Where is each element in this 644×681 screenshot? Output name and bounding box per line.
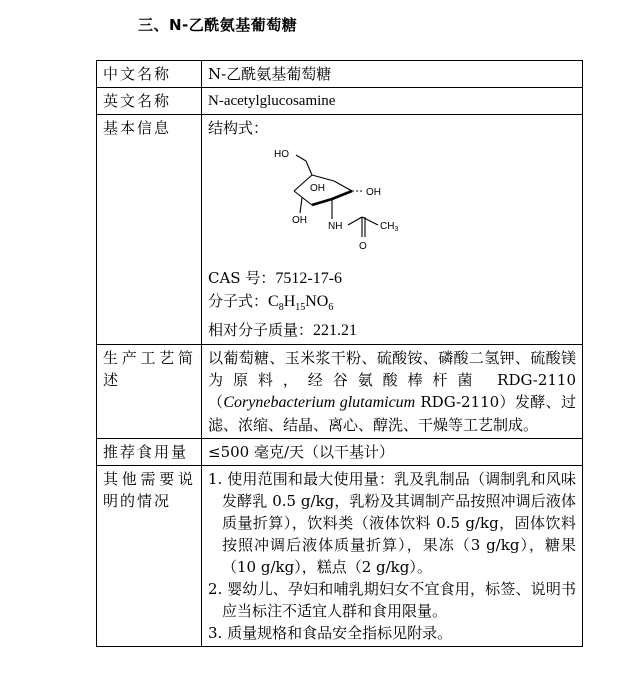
cn-name-label: 中文名称 [97, 61, 202, 88]
atom-label: NH [328, 221, 343, 232]
intake-label: 推荐食用量 [97, 439, 202, 466]
atom-label: OH [366, 187, 381, 198]
table-row [97, 61, 583, 88]
cas-line: CAS 号：7512-17-6 [208, 269, 343, 287]
list-item: 3. 质量规格和食品安全指标见附录。 [208, 624, 453, 643]
formula-value: $C_8H_{15}NO_6$ [268, 293, 334, 314]
molecule-structure-icon [268, 143, 418, 261]
process-label: 生产工艺简述 [97, 345, 202, 439]
intake-value: ≤500 毫克/天（以干基计） [202, 439, 583, 466]
spec-table [96, 60, 583, 647]
table-row [97, 466, 583, 647]
cas-value: 7512-17-6 [275, 270, 343, 287]
table-row [97, 345, 583, 439]
mass-value: 221.21 [313, 322, 358, 340]
list-item: 2. 婴幼儿、孕妇和哺乳期妇女不宜食用，标签、说明书应当标注不适宜人群和食用限量。 [208, 580, 576, 621]
table-row [97, 439, 583, 466]
atom-label: O [359, 241, 367, 252]
notes-list [208, 468, 576, 644]
en-name-value: N-acetylglucosamine [202, 88, 583, 115]
table-row [97, 115, 583, 345]
basic-info-value [202, 115, 583, 345]
atom-label: HO [274, 149, 289, 160]
notes-label: 其他需要说明的情况 [97, 466, 202, 647]
cn-name-value: N-乙酰氨基葡萄糖 [202, 61, 583, 88]
table-row [97, 88, 583, 115]
formula-line: 分子式：$C_8H_{15}NO_6$ [208, 292, 334, 314]
atom-label: OH [310, 183, 325, 194]
process-value: 以葡萄糖、玉米浆干粉、硫酸铵、磷酸二氢钾、硫酸镁为原料，经谷氨酸棒杆菌 RDG-2110（Corynebacterium glutamicum RDG-2110）发酵、过滤、浓缩、结晶、离心、醇洗、干燥等工艺制成。 [202, 345, 583, 439]
list-item: 1. 使用范围和最大使用量：乳及乳制品（调制乳和风味发酵乳 0.5 g/kg，乳粉及其调制产品按照冲调后液体质量折算），饮料类（液体饮料 0.5 g/kg，固体饮料按照冲调后液体质量折算），果冻（3 g/kg），糖果（10 g/kg），糕点（2 g/kg）。 [208, 470, 576, 577]
atom-label: $CH_3$ [380, 221, 399, 233]
structure-figure [268, 143, 576, 261]
page-title: 三、N-乙酰氨基葡萄糖 [138, 16, 298, 34]
en-name-label: 英文名称 [97, 88, 202, 115]
notes-value [202, 466, 583, 647]
atom-label: OH [292, 215, 307, 226]
basic-info-label: 基本信息 [97, 115, 202, 345]
structure-label: 结构式： [208, 119, 269, 137]
organism-name: Corynebacterium glutamicum [223, 394, 416, 412]
mass-line: 相对分子质量：221.21 [208, 321, 358, 340]
